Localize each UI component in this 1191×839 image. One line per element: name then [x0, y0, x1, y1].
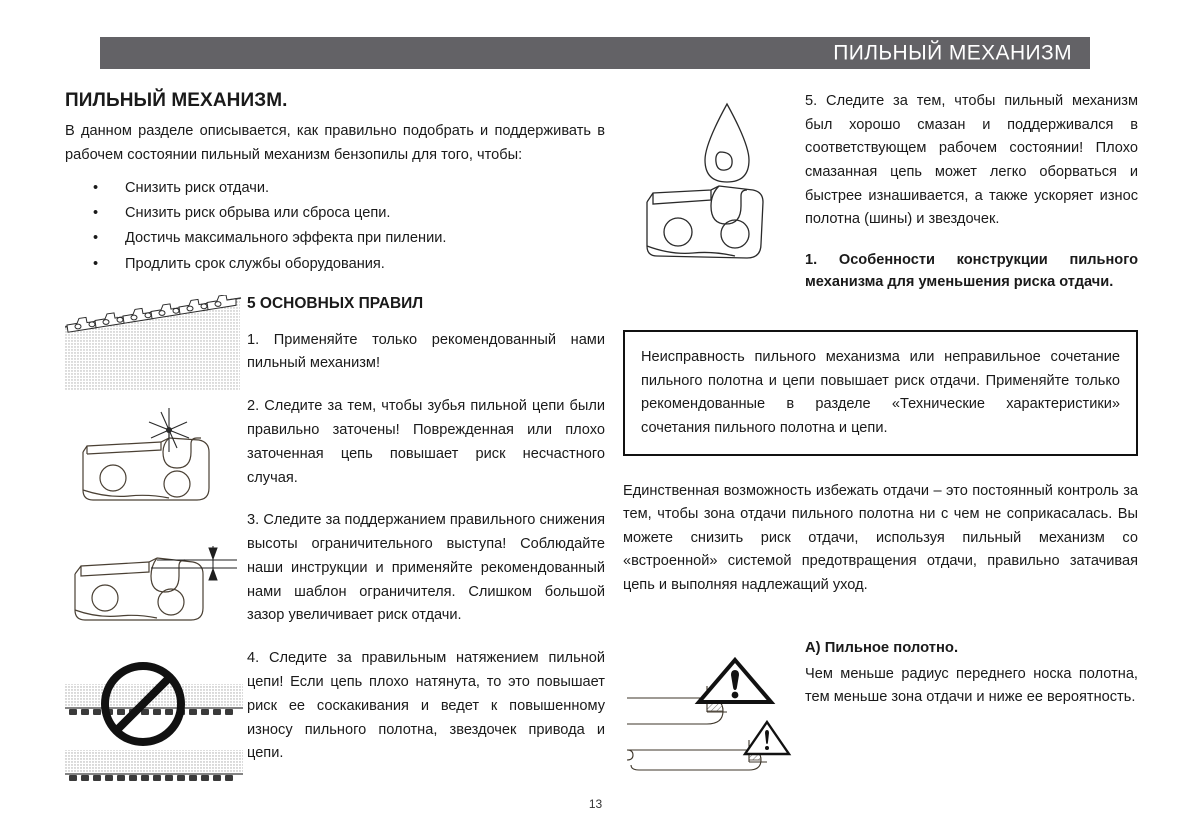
- page-number: 13: [588, 797, 603, 811]
- goals-list: [65, 176, 605, 276]
- subsection-heading: 1. Особенности конструкции пильного механизма для уменьшения риска отдачи.: [805, 251, 1138, 290]
- bar-nose-radius-kickback-warning-illustration: [623, 646, 793, 791]
- saw-bar-text-block: [805, 640, 1138, 710]
- rule-item-5: 5. Следите за тем, чтобы пильный механизм был хорошо смазан и поддерживался в соответствующем рабочем состоянии! Плохо смазанная цепь может легко оборваться и быстрее изнашивается, а также ускоряет износ полотна (шины) и звездочек.: [805, 93, 1138, 228]
- rules-heading: 5 ОСНОВНЫХ ПРАВИЛ: [247, 294, 424, 312]
- warning-triangle-icon-large: [699, 660, 771, 702]
- page-header-bar: [100, 37, 1090, 69]
- page-title: ПИЛЬНЫЙ МЕХАНИЗМ.: [65, 90, 288, 111]
- saw-bar-block: [623, 640, 1138, 780]
- list-item: [65, 226, 605, 251]
- bullet-dot-icon: •: [93, 230, 99, 247]
- warning-box-text: Неисправность пильного механизма или неправильное сочетание пильного полотна и цепи повышает риск отдачи. Применяйте только рекомендованные в разделе «Технические характеристики» сочетания пильного полотна и цепи.: [641, 349, 1120, 436]
- warning-box: [623, 330, 1138, 456]
- rule-five-block: [623, 90, 1138, 300]
- list-item-label: Достичь максимального эффекта при пилении.: [125, 230, 447, 247]
- rule-five-text-block: [805, 90, 1138, 294]
- cutter-tooth-sharpening-spark-illustration: [65, 404, 245, 522]
- saw-bar-paragraph: Чем меньше радиус переднего носка полотна, тем меньше зона отдачи и ниже ее вероятность.: [805, 665, 1138, 706]
- oil-drop-and-cutter-tooth-illustration: [623, 98, 793, 283]
- list-item: [65, 252, 605, 277]
- list-item-label: Снизить риск отдачи.: [125, 180, 270, 197]
- rules-text-block: [247, 295, 605, 767]
- list-item: [65, 176, 605, 201]
- left-column: [65, 90, 605, 775]
- left-figure-strip: [65, 295, 245, 804]
- page-header-title: ПИЛЬНЫЙ МЕХАНИЗМ: [833, 41, 1072, 65]
- loose-chain-prohibited-illustration: [65, 662, 245, 790]
- list-item-label: Снизить риск обрыва или сброса цепи.: [125, 205, 391, 222]
- rule-item-4: 4. Следите за правильным натяжением пильной цепи! Если цепь плохо натянута, то это повышает риск ее соскакивания и ведет к повышенному износу пильного полотна, звездочек привода и цепи.: [247, 650, 605, 762]
- list-item-label: Продлить срок службы оборудования.: [125, 255, 385, 272]
- rules-and-figures-block: [65, 295, 605, 775]
- saw-chain-on-surface-illustration: [65, 295, 245, 390]
- saw-bar-heading: А) Пильное полотно.: [805, 639, 959, 656]
- right-column: [623, 90, 1138, 780]
- rule-item-1: 1. Применяйте только рекомендованный нами пильный механизм!: [247, 331, 605, 372]
- rule-item-3: 3. Следите за поддержанием правильного снижения высоты ограничительного выступа! Соблюдайте наши инструкции и применяйте рекомендованный нами шаблон ограничителя. Слишком большой зазор увеличивает риск отдачи.: [247, 512, 605, 624]
- bullet-dot-icon: •: [93, 255, 99, 272]
- warning-triangle-icon-small: [745, 722, 789, 754]
- bullet-dot-icon: •: [93, 205, 99, 222]
- cutter-tooth-depth-gauge-illustration: [65, 536, 245, 648]
- intro-paragraph: В данном разделе описывается, как правильно подобрать и поддерживать в рабочем состоянии пильный механизм бензопилы для того, чтобы:: [65, 123, 605, 163]
- kickback-paragraph: Единственная возможность избежать отдачи – это постоянный контроль за тем, чтобы зона отдачи пильного полотна ни с чем не соприкасалась. Вы можете снизить риск отдачи, используя пильный механизм со «встроенной» системой предотвращения отдачи, правильно затачивая цепь и выполняя надлежащий уход.: [623, 482, 1138, 594]
- bullet-dot-icon: •: [93, 180, 99, 197]
- rule-item-2: 2. Следите за тем, чтобы зубья пильной цепи были правильно заточены! Поврежденная или плохо заточенная цепь повышает риск несчастного случая.: [247, 398, 605, 486]
- list-item: [65, 201, 605, 226]
